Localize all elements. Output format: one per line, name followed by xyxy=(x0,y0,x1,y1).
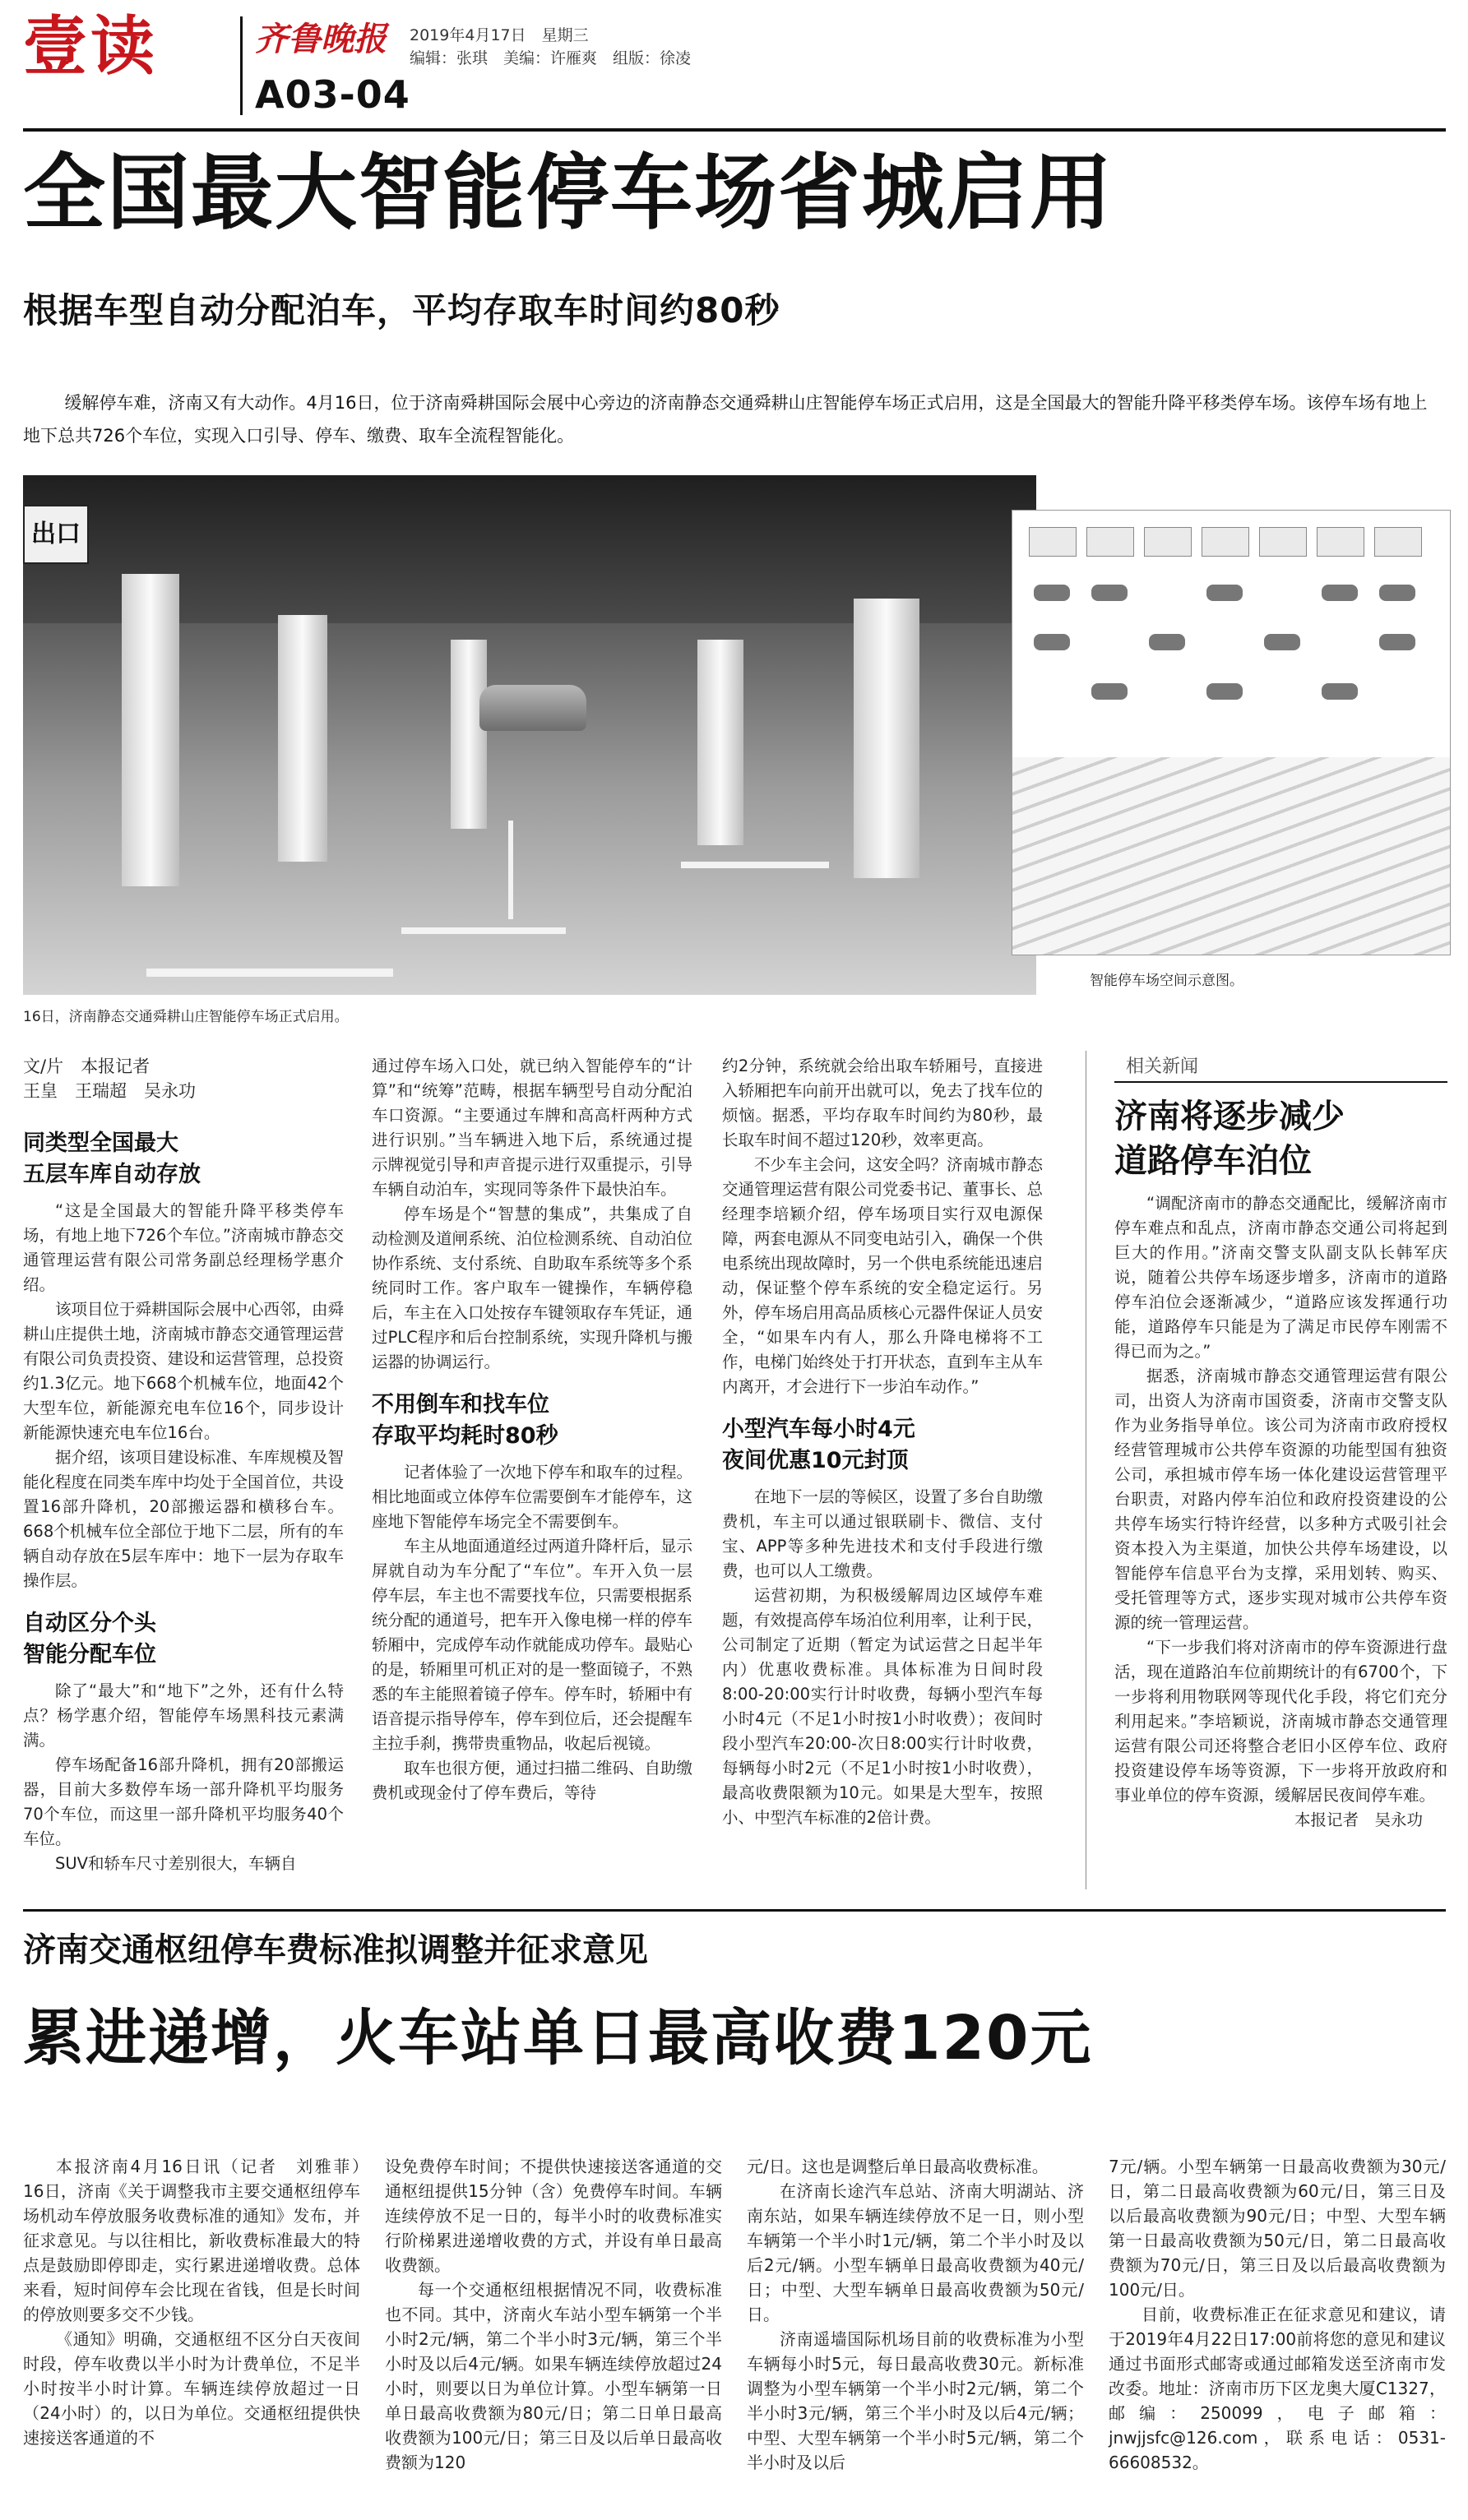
photo-pillar xyxy=(451,640,487,829)
byline-label: 文/片 本报记者 xyxy=(23,1057,151,1076)
lane-marking xyxy=(401,927,566,934)
diagram-car xyxy=(1034,585,1070,601)
paragraph: 停车场是个“智慧的集成”，共集成了自动检测及道闸系统、泊位检测系统、自动泊位协作系统、支付系统、自助取车系统等多个系统同时工作。客户取车一键操作，车辆停稳后，车主在入口处按存车键领取存车凭证，通过PLC程序和后台控制系统，实现升降机与搬运器的协调运行。 xyxy=(372,1205,693,1371)
section-rule xyxy=(23,1909,1446,1912)
paragraph: 设免费停车时间；不提供快速接送客通道的交通枢纽提供15分钟（含）免费停车时间。车辆连续停放不足一日的，每半小时的收费标准实行阶梯累进递增收费的方式，并设有单日最高收费额。 xyxy=(385,2157,722,2275)
diagram-car xyxy=(1206,683,1243,700)
paragraph: “下一步我们将对济南市的停车资源进行盘活，现在道路泊车位前期统计的有6700个，下一步将利用物联网等现代化手段，将它们充分利用起来。”李培颖说，济南城市静态交通管理运营有限公司还将整合老旧小区停车位、政府投资建设停车场等资源，下一步将开放政府和事业单位的停车资源，缓解居民夜间停车难。 xyxy=(1114,1638,1447,1805)
paragraph: 取车也很方便，通过扫描二维码、自助缴费机或现金付了停车费后，等待 xyxy=(372,1759,693,1802)
subheading: 不用倒车和找车位 存取平均耗时80秒 xyxy=(372,1392,558,1449)
paragraph: 车主从地面通道经过两道升降杆后，显示屏就自动为车分配了“车位”。车开入负一层停车层，车主也不需要找车位，只需要根据系统分配的通道号，把车开入像电梯一样的停车轿厢中，完成停车动作就能成功停车。最贴心的是，轿厢里可机正对的是一整面镜子，不熟悉的车主能照着镜子停车。停车时，轿厢中有语音提示指导停车，停车到位后，还会提醒车主拉手刹，携带贵重物品，收起后视镜。 xyxy=(372,1537,693,1753)
paragraph: 《通知》明确，交通枢纽不区分白天夜间时段，停车收费以半小时为计费单位，不足半小时按半小时计算。车辆连续停放超过一日（24小时）的，以日为单位。交通枢纽提供快速接送客通道的不 xyxy=(23,2329,360,2448)
photo-pillar xyxy=(278,615,327,862)
paragraph: 约2分钟，系统就会给出取车轿厢号，直接进入轿厢把车向前开出就可以，免去了找车位的烦恼。据悉，平均存取车时间约为80秒，最长取车时间不超过120秒，效率更高。 xyxy=(722,1057,1044,1149)
paragraph: 通过停车场入口处，就已纳入智能停车的“计算”和“统筹”范畴，根据车辆型号自动分配泊车口资源。“主要通过车牌和高高杆两种方式进行识别。”当车辆进入地下后，系统通过提示牌视觉引导和声音提示进行双重提示，引导车辆自动泊车，实现同等条件下最快泊车。 xyxy=(372,1057,693,1199)
paragraph: 目前，收费标准正在征求意见和建议，请于2019年4月22日17:00前将您的意见和建议通过书面形式邮寄或通过邮箱发送至济南市发改委。地址：济南市历下区龙奥大厦C1327，邮编：250099，电子邮箱：jnwjjsfc@126.com，联系电话：0531-66608532。 xyxy=(1109,2305,1446,2472)
article2-column-2 xyxy=(385,2154,722,2475)
lane-marking xyxy=(146,969,393,977)
paragraph: 7元/辆。小型车辆第一日最高收费额为30元/日，第二日最高收费额为60元/日，第三日及以后最高收费额为90元/日；中型、大型车辆第一日最高收费额为50元/日，第二日最高收费额为70元/日，第三日及以后最高收费额为100元/日。 xyxy=(1109,2157,1446,2300)
paragraph: 据悉，济南城市静态交通管理运营有限公司，出资人为济南市国资委，济南市交警支队作为业务指导单位。该公司为济南市政府授权经营管理城市公共停车资源的功能型国有独资公司，承担城市停车场一体化建设运营管理平台职责，对路内停车泊位和政府投资建设的公共停车场实行特许经营，以多种方式吸引社会资本投入为主渠道，加快公共停车场建设，以智能停车信息平台为支撑，采用划转、购买、受托管理等方式，逐步实现对城市公共停车资源的统一管理运营。 xyxy=(1114,1366,1447,1632)
diagram-car xyxy=(1149,634,1185,650)
paragraph: 在地下一层的等候区，设置了多台自助缴费机，车主可以通过银联刷卡、微信、支付宝、APP等多种先进技术和支付手段进行缴费，也可以人工缴费。 xyxy=(722,1487,1044,1580)
photo-pillar xyxy=(122,574,179,886)
diagram-car xyxy=(1091,683,1128,700)
related-news-box xyxy=(1114,1051,1447,1833)
diagram-slot xyxy=(1259,527,1307,557)
paragraph: “这是全国最大的智能升降平移类停车场，有地上地下726个车位。”济南城市静态交通管理运营有限公司常务副总经理杨学惠介绍。 xyxy=(23,1201,344,1294)
main-headline: 全国最大智能停车场省城启用 xyxy=(23,145,1114,241)
article2-column-3 xyxy=(747,2154,1084,2475)
diagram-caption: 智能停车场空间示意图。 xyxy=(1090,973,1243,989)
paper-logo: 齐鲁晚报 xyxy=(255,20,387,58)
paragraph: 本报济南4月16日讯（记者 刘雅菲） 16日，济南《关于调整我市主要交通枢纽停车场机动车停放服务收费标准的通知》发布，并征求意见。与以往相比，新收费标准最大的特点是鼓励即停即走，实行累进递增收费。总体来看，短时间停车会比现在省钱，但是长时间的停放则要多交不少钱。 xyxy=(23,2157,377,2324)
article-column-3 xyxy=(722,1054,1043,1830)
byline-names: 王皇 王瑞超 吴永功 xyxy=(23,1081,196,1101)
paragraph: 据介绍，该项目建设标准、车库规模及智能化程度在同类车库中均处于全国首位，共设置16部升降机，20部搬运器和横移台车。668个机械车位全部位于地下二层，所有的车辆自动存放在5层车库中：地下一层为存取车操作层。 xyxy=(23,1448,345,1590)
paragraph: 记者体验了一次地下停车和取车的过程。相比地面或立体停车位需要倒车才能停车，这座地下智能停车场完全不需要倒车。 xyxy=(372,1463,693,1531)
parking-garage-photo xyxy=(23,475,1036,995)
article-column-2 xyxy=(372,1054,692,1806)
diagram-car xyxy=(1091,585,1128,601)
garage-diagram xyxy=(1012,510,1451,955)
editors-line: 编辑：张琪 美编：许雁爽 组版：徐凌 xyxy=(410,49,692,67)
diagram-slot xyxy=(1029,527,1077,557)
article2-column-1 xyxy=(23,2154,377,2450)
lane-marking xyxy=(508,821,513,919)
exit-sign: 出口 xyxy=(23,505,89,564)
lead-paragraph: 缓解停车难，济南又有大动作。4月16日，位于济南舜耕国际会展中心旁边的济南静态交通舜耕山庄智能停车场正式启用，这是全国最大的智能升降平移类停车场。该停车场有地上地下总共726个车位，实现入口引导、停车、缴费、取车全流程智能化。 xyxy=(23,393,1428,446)
diagram-car xyxy=(1206,585,1243,601)
article2-headline: 累进递增，火车站单日最高收费120元 xyxy=(23,2003,1093,2074)
paragraph: 不少车主会问，这安全吗？济南城市静态交通管理运营有限公司党委书记、董事长、总经理李培颖介绍，停车场项目实行双电源保障，两套电源从不同变电站引入，确保一个供电系统出现故障时，另一个供电系统能迅速启动，保证整个停车系统的安全稳定运行。另外，停车场启用高品质核心元器件保证人员安全，“如果车内有人，那么升降电梯将不工作，电梯门始终处于打开状态，直到车主从车内离开，才会进行下一步泊车动作。” xyxy=(722,1155,1044,1396)
parked-car xyxy=(479,685,586,731)
page-code: A03-04 xyxy=(255,72,410,117)
related-author: 本报记者 吴永功 xyxy=(1294,1810,1423,1829)
diagram-slot xyxy=(1202,527,1249,557)
diagram-car xyxy=(1322,585,1358,601)
main-subhead: 根据车型自动分配泊车，平均存取车时间约80秒 xyxy=(23,290,780,331)
masthead-rule xyxy=(23,128,1446,132)
diagram-car xyxy=(1379,634,1415,650)
subheading: 同类型全国最大 五层车库自动存放 xyxy=(23,1131,201,1187)
related-news-title: 济南将逐步减少 道路停车泊位 xyxy=(1114,1098,1345,1180)
paragraph: 运营初期，为积极缓解周边区域停车难题，有效提高停车场泊位利用率，让利于民，公司制定了近期（暂定为试运营之日起半年内）优惠收费标准。具体标准为日间时段8:00-20:00实行计时收费，每辆小型汽车每小时4元（不足1小时按1小时收费）；夜间时段小型汽车20:00-次日8:00实行计时收费，每辆每小时2元（不足1小时按1小时收费），最高收费限额为10元。如果是大型车，按照小、中型汽车标准的2倍计费。 xyxy=(722,1586,1044,1827)
diagram-car xyxy=(1322,683,1358,700)
diagram-car xyxy=(1264,634,1300,650)
paragraph: “调配济南市的静态交通配比，缓解济南市停车难点和乱点，济南市静态交通公司将起到巨大的作用。”济南交警支队副支队长韩军庆说，随着公共停车场逐步增多，济南市的道路停车泊位会逐渐减少，“道路应该发挥通行功能，道路停车只能是为了满足市民停车刚需不得已而为之。” xyxy=(1114,1194,1447,1361)
diagram-cross-section xyxy=(1012,757,1450,955)
photo-pillar xyxy=(697,640,743,845)
paragraph: 停车场配备16部升降机，拥有20部搬运器，目前大多数停车场一部升降机平均服务70个车位，而这里一部升降机平均服务40个车位。 xyxy=(23,1755,344,1848)
masthead-divider xyxy=(240,16,243,115)
paragraph: 每一个交通枢纽根据情况不同，收费标准也不同。其中，济南火车站小型车辆第一个半小时2元/辆，第二个半小时3元/辆，第三个半小时及以后4元/辆。如果车辆连续停放超过24小时，则要以日为单位计算。小型车辆第一日单日最高收费额为80元/日；第二日单日最高收费额为100元/日；第三日及以后单日最高收费额为120 xyxy=(385,2280,722,2472)
paragraph: 除了“最大”和“地下”之外，还有什么特点？杨学惠介绍，智能停车场黑科技元素满满。 xyxy=(23,1681,344,1750)
paragraph: 济南遥墙国际机场目前的收费标准为小型车辆每小时5元，每日最高收费30元。新标准调整为小型车辆第一个半小时2元/辆，第二个半小时3元/辆，第三个半小时及以后4元/辆；中型、大型车辆第一个半小时5元/辆，第二个半小时及以后 xyxy=(747,2329,1084,2472)
date-line: 2019年4月17日 星期三 xyxy=(410,26,589,44)
subheading: 自动区分个头 智能分配车位 xyxy=(23,1611,156,1667)
article2-kicker: 济南交通枢纽停车费标准拟调整并征求意见 xyxy=(23,1931,648,1969)
related-news-label: 相关新闻 xyxy=(1114,1051,1447,1083)
paragraph: SUV和轿车尺寸差别很大，车辆自 xyxy=(55,1854,297,1873)
paragraph: 在济南长途汽车总站、济南大明湖站、济南东站，如果车辆连续停放不足一日，则小型车辆第一个半小时1元/辆，第二个半小时及以后2元/辆。小型车辆单日最高收费额为40元/日；中型、大型车辆单日最高收费额为50元/日。 xyxy=(747,2181,1084,2324)
article2-column-4 xyxy=(1109,2154,1446,2475)
lane-marking xyxy=(681,862,829,868)
diagram-slot xyxy=(1086,527,1134,557)
paragraph: 元/日。这也是调整后单日最高收费标准。 xyxy=(747,2157,1049,2176)
article-column-1 xyxy=(23,1054,344,1876)
diagram-car xyxy=(1379,585,1415,601)
section-name: 壹读 xyxy=(23,10,159,84)
diagram-slot xyxy=(1374,527,1422,557)
diagram-slot xyxy=(1144,527,1192,557)
paragraph: 该项目位于舜耕国际会展中心西邻，由舜耕山庄提供土地，济南城市静态交通管理运营有限公司负责投资、建设和运营管理，总投资约1.3亿元。地下668个机械车位，地面42个大型车位，新能源充电车位16个，同步设计新能源快速充电车位16台。 xyxy=(23,1300,345,1442)
photo-caption: 16日，济南静态交通舜耕山庄智能停车场正式启用。 xyxy=(23,1009,349,1025)
subheading: 小型汽车每小时4元 夜间优惠10元封顶 xyxy=(722,1417,915,1473)
diagram-slot xyxy=(1317,527,1364,557)
photo-pillar xyxy=(854,599,919,878)
diagram-car xyxy=(1034,634,1070,650)
